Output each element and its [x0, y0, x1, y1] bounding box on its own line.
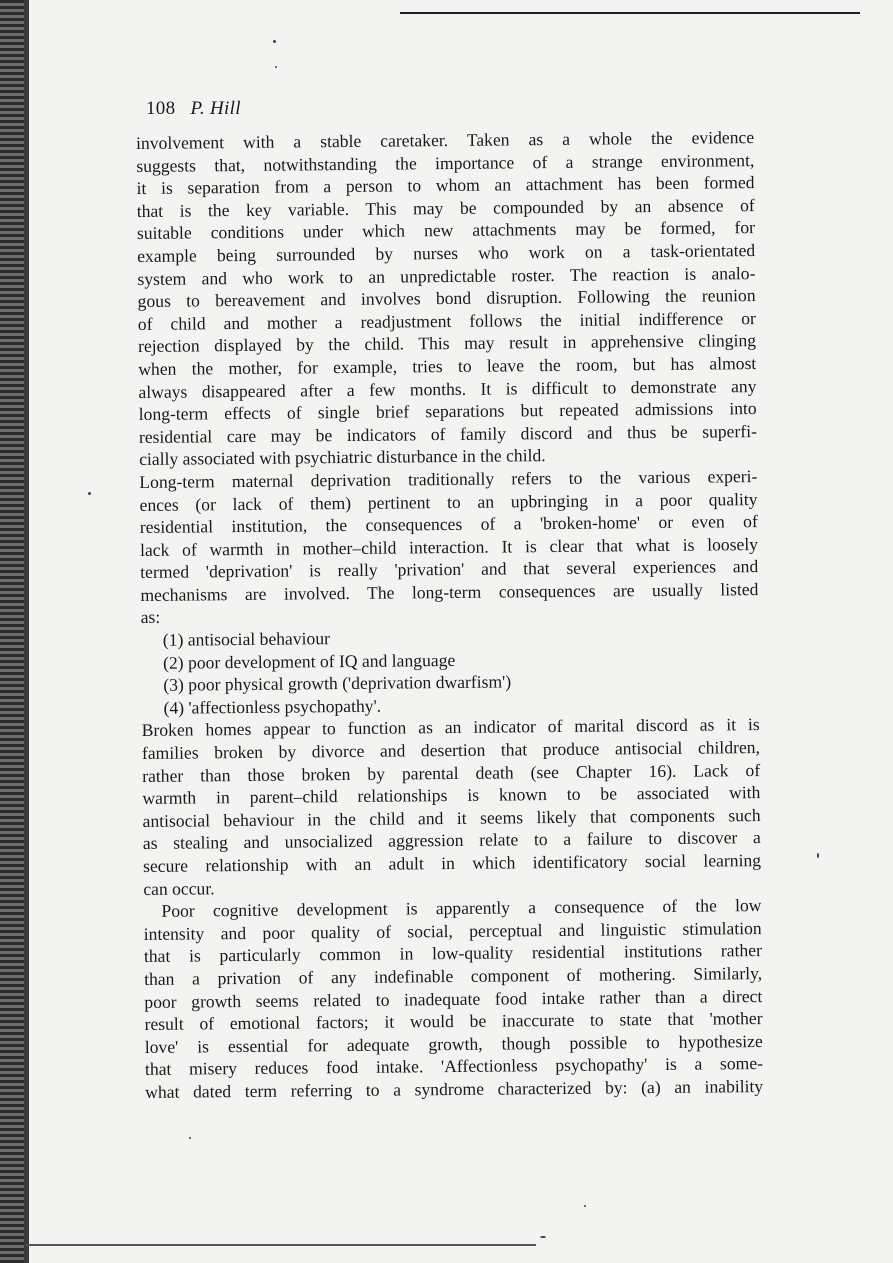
text-line: residential institution, the consequences of a 'broken-home' or even of	[139, 511, 758, 538]
text-line: warmth in parent–child relationships is known to be associated with	[142, 782, 761, 809]
text-line: residential care may be indicators of family discord and thus be superfi-	[138, 420, 757, 447]
scan-speck	[189, 1137, 191, 1139]
list-item: (1) antisocial behaviour	[162, 628, 331, 650]
text-line: secure relationship with an adult in which identificatory social learning	[142, 850, 762, 876]
body-text	[136, 126, 763, 1103]
text-line: that misery reduces food intake. 'Affectionless psychopathy' is a some-	[144, 1053, 764, 1080]
text-line: Poor cognitive development is apparently a consequence of the low	[161, 895, 762, 921]
text-line: as:	[140, 607, 161, 628]
text-line: intensity and poor quality of social, perceptual and linguistic stimulation	[143, 917, 762, 944]
text-line: what dated term referring to a syndrome characterized by: (a) an inability	[145, 1075, 764, 1102]
text-line: system and who work to an unpredictable roster. The reaction is analo-	[137, 262, 756, 289]
text-line: Broken homes appear to function as an indicator of marital discord as it is	[141, 714, 760, 741]
text-line: that is particularly common in low-quality residential institutions rather	[143, 940, 762, 967]
text-line: that is the key variable. This may be compounded by an absence of	[136, 194, 755, 221]
text-line: ences (or lack of them) pertinent to an upbringing in a poor quality	[139, 488, 758, 515]
scan-top-edge	[400, 12, 860, 14]
text-line: gous to bereavement and involves bond disruption. Following the reunion	[137, 285, 756, 312]
scan-speck	[273, 40, 276, 43]
scan-speck	[817, 853, 819, 858]
text-line: example being surrounded by nurses who work on a task-orientated	[137, 240, 756, 266]
text-line: of child and mother a readjustment follows the initial indifference or	[137, 307, 756, 334]
scan-speck	[584, 1205, 586, 1207]
running-head-author: P. Hill	[190, 98, 241, 119]
text-line: antisocial behaviour in the child and it seems likely that components such	[142, 804, 761, 831]
scan-bottom-edge	[26, 1244, 536, 1246]
text-line: poor growth seems related to inadequate food intake rather than a direct	[144, 985, 763, 1012]
text-line: Long-term maternal deprivation traditionally refers to the various experi-	[139, 465, 758, 492]
text-line: involvement with a stable caretaker. Taken as a whole the evidence	[136, 127, 755, 153]
list-item: (2) poor development of IQ and language	[162, 649, 456, 673]
text-line: cially associated with psychiatric disturbance in the child.	[139, 445, 546, 470]
list-item: (3) poor physical growth ('deprivation dwarfism')	[163, 671, 512, 696]
scan-speck	[275, 66, 277, 68]
text-line: mechanisms are involved. The long-term consequences are usually listed	[140, 578, 759, 605]
text-line: always disappeared after a few months. It is difficult to demonstrate any	[138, 375, 757, 402]
page-number: 108	[146, 98, 176, 119]
text-line: result of emotional factors; it would be inaccurate to state that 'mother	[144, 1008, 763, 1035]
running-header	[146, 98, 241, 120]
text-line: lack of warmth in mother–child interaction. It is clear that what is loosely	[139, 533, 759, 560]
scan-speck	[540, 1236, 546, 1238]
text-line: can occur.	[143, 877, 215, 899]
text-line: suggests that, notwithstanding the importance of a strange environment,	[136, 149, 755, 176]
text-line: love' is essential for adequate growth, though possible to hypothesize	[144, 1030, 763, 1057]
text-line: than a privation of any indefinable component of mothering. Similarly,	[144, 962, 763, 989]
text-line: long-term effects of single brief separations but repeated admissions into	[138, 398, 757, 425]
text-line: families broken by divorce and desertion that produce antisocial children,	[141, 737, 761, 764]
text-line: suitable conditions under which new attachments may be formed, for	[136, 217, 756, 244]
text-line: when the mother, for example, tries to leave the room, but has almost	[138, 352, 757, 379]
text-line: rather than those broken by parental death (see Chapter 16). Lack of	[142, 759, 761, 786]
text-line: rejection displayed by the child. This may result in apprehensive clinging	[137, 330, 757, 357]
binding-edge	[24, 0, 29, 1263]
list-item: (4) 'affectionless psychopathy'.	[163, 695, 382, 718]
text-line: as stealing and unsocialized aggression relate to a failure to discover a	[142, 827, 761, 854]
book-binding	[0, 0, 24, 1263]
scan-speck	[88, 492, 91, 495]
text-line: it is separation from a person to whom an attachment has been formed	[136, 172, 755, 199]
text-line: termed 'deprivation' is really 'privation' and that several experiences and	[140, 556, 759, 583]
